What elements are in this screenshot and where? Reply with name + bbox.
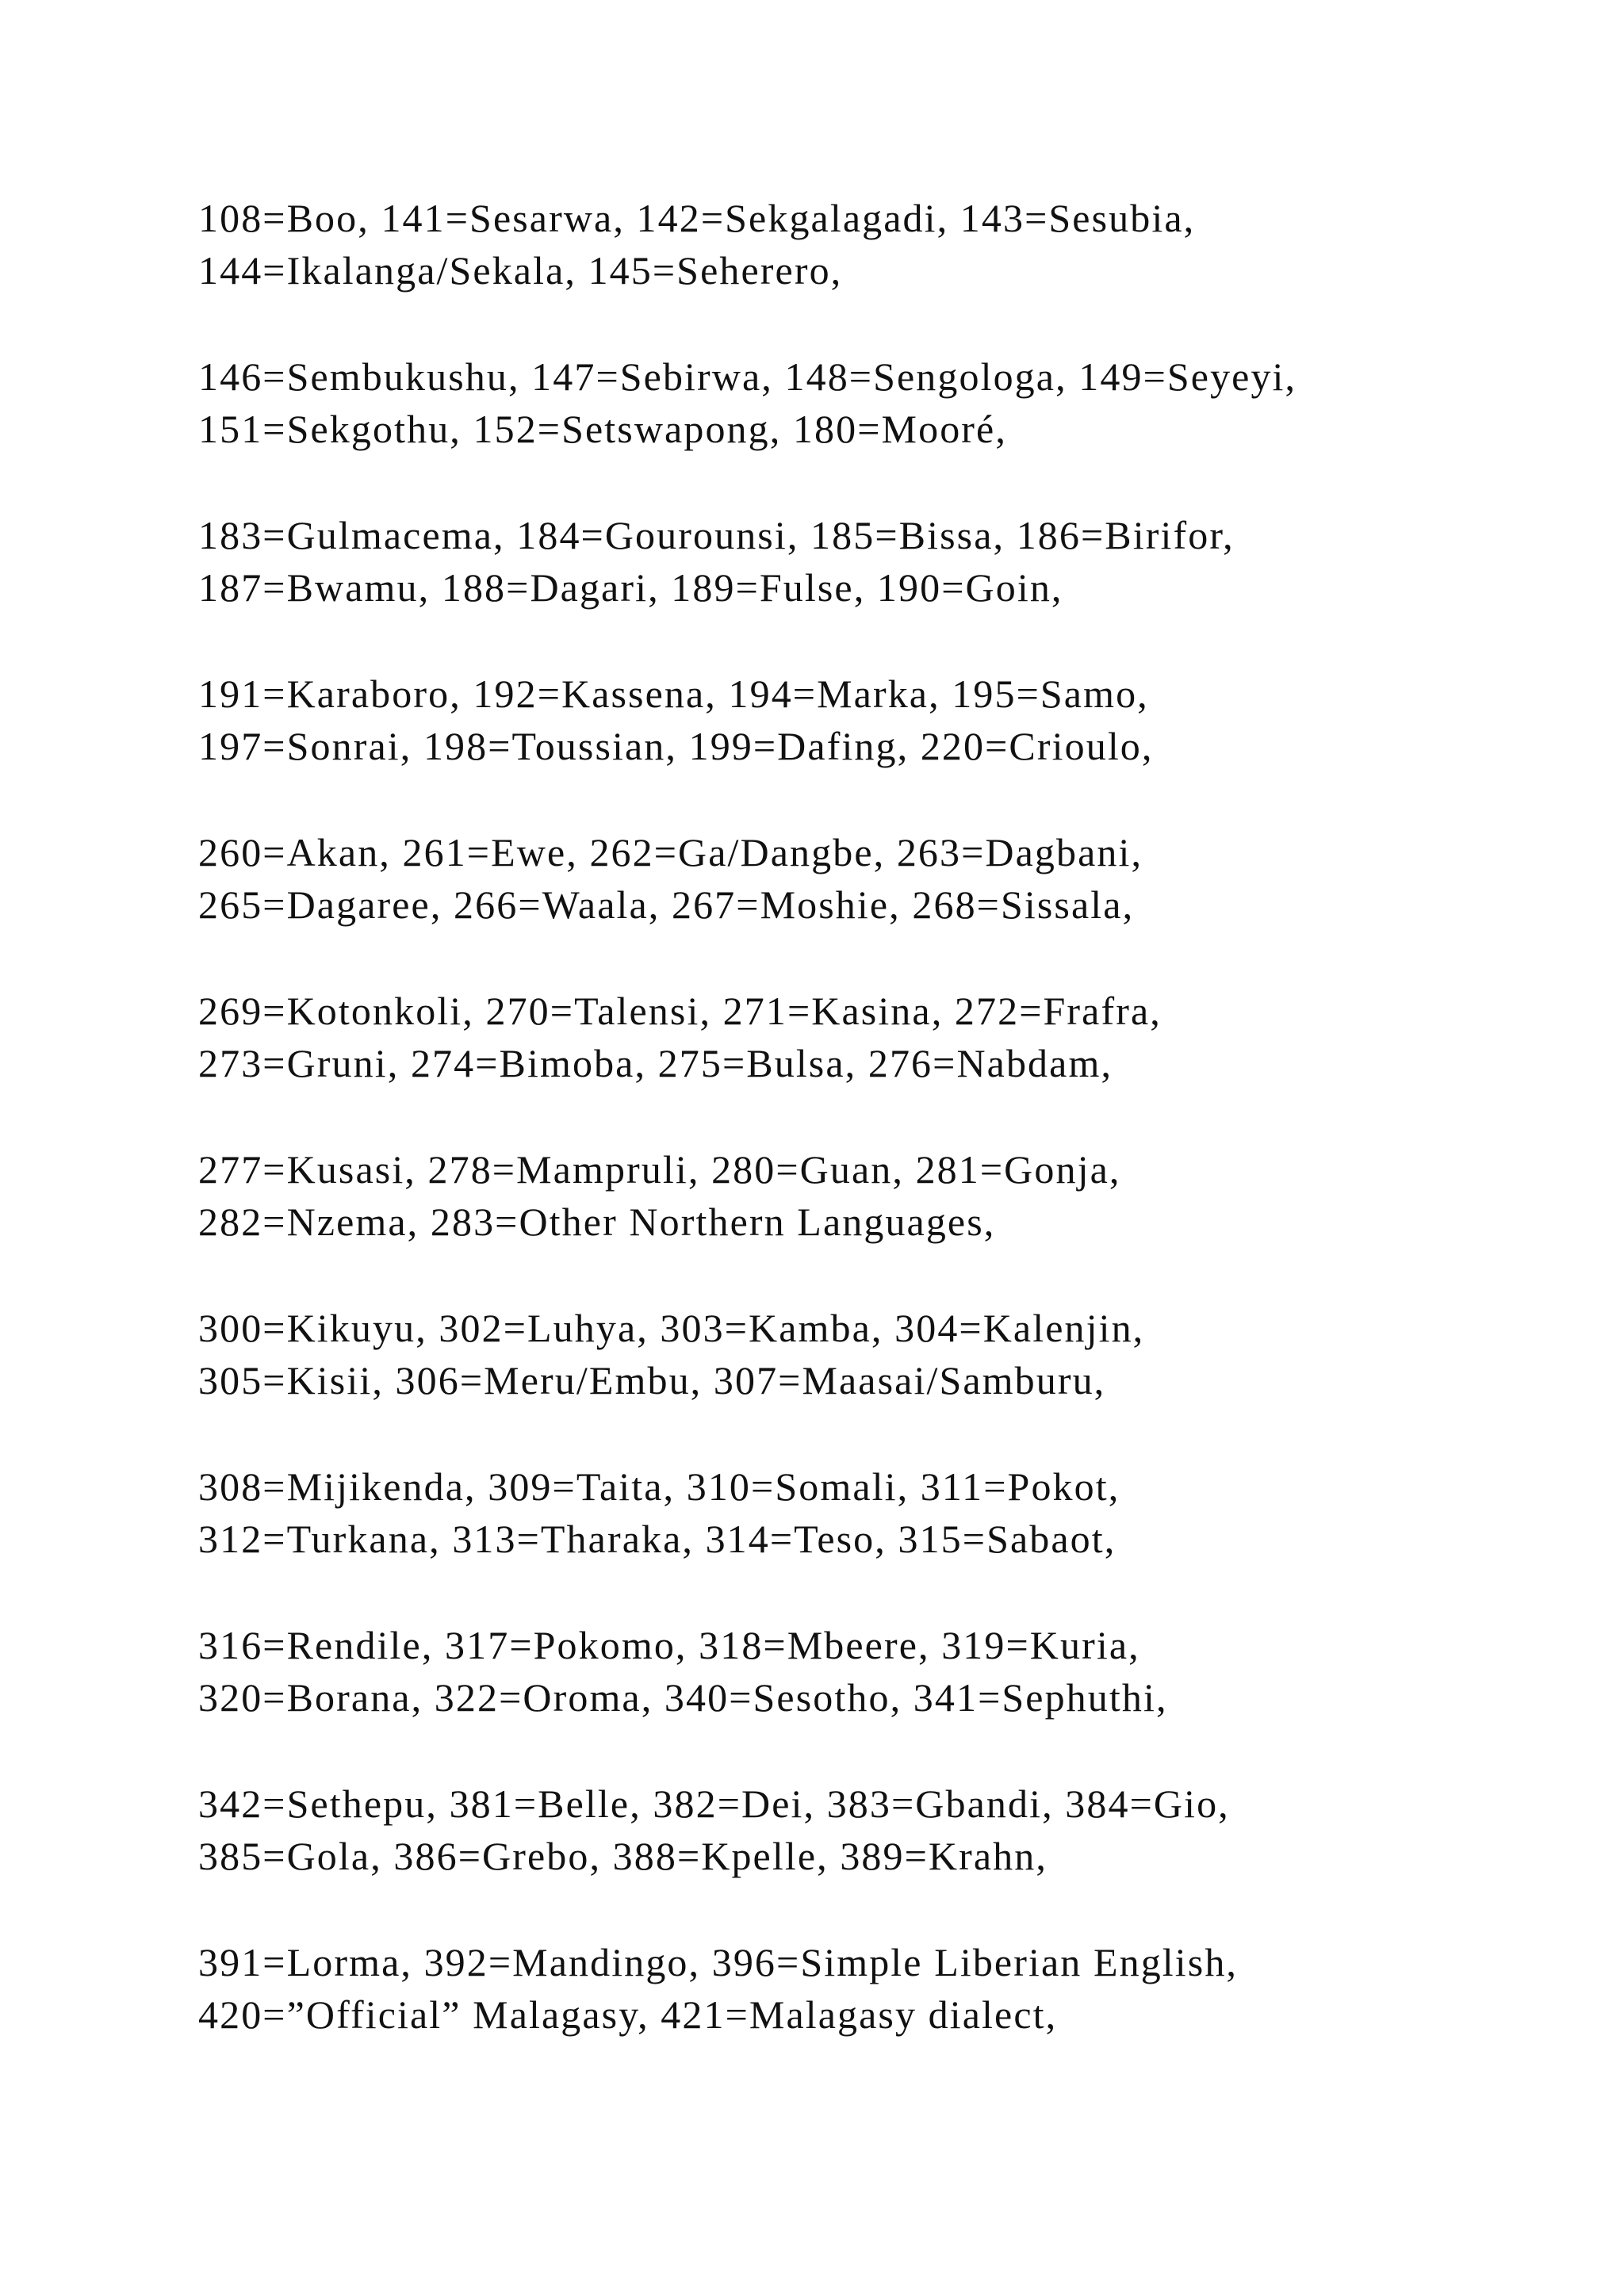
paragraph bbox=[198, 192, 1546, 297]
document-body bbox=[198, 192, 1546, 2095]
text-line: 151=Sekgothu, 152=Setswapong, 180=Mooré, bbox=[198, 407, 1007, 451]
text-line: 282=Nzema, 283=Other Northern Languages, bbox=[198, 1200, 996, 1244]
paragraph bbox=[198, 1936, 1546, 2041]
paragraph bbox=[198, 509, 1546, 614]
text-line: 191=Karaboro, 192=Kassena, 194=Marka, 195=Samo, bbox=[198, 672, 1149, 716]
paragraph bbox=[198, 350, 1546, 455]
paragraph bbox=[198, 826, 1546, 931]
paragraph bbox=[198, 1777, 1546, 1882]
text-line: 320=Borana, 322=Oroma, 340=Sesotho, 341=Sephuthi, bbox=[198, 1675, 1168, 1720]
text-line: 108=Boo, 141=Sesarwa, 142=Sekgalagadi, 143=Sesubia, bbox=[198, 196, 1196, 240]
paragraph bbox=[198, 985, 1546, 1089]
text-line: 183=Gulmacema, 184=Gourounsi, 185=Bissa, 186=Birifor, bbox=[198, 513, 1235, 557]
text-line: 342=Sethepu, 381=Belle, 382=Dei, 383=Gbandi, 384=Gio, bbox=[198, 1781, 1230, 1826]
text-line: 420=”Official” Malagasy, 421=Malagasy dialect, bbox=[198, 1992, 1058, 2037]
text-line: 385=Gola, 386=Grebo, 388=Kpelle, 389=Krahn, bbox=[198, 1834, 1048, 1878]
text-line: 265=Dagaree, 266=Waala, 267=Moshie, 268=Sissala, bbox=[198, 882, 1135, 927]
text-line: 391=Lorma, 392=Mandingo, 396=Simple Liberian English, bbox=[198, 1940, 1239, 1984]
text-line: 260=Akan, 261=Ewe, 262=Ga/Dangbe, 263=Dagbani, bbox=[198, 830, 1143, 874]
paragraph bbox=[198, 1619, 1546, 1724]
paragraph bbox=[198, 1143, 1546, 1248]
text-line: 144=Ikalanga/Sekala, 145=Seherero, bbox=[198, 248, 843, 293]
text-line: 146=Sembukushu, 147=Sebirwa, 148=Sengologa, 149=Seyeyi, bbox=[198, 354, 1297, 399]
text-line: 312=Turkana, 313=Tharaka, 314=Teso, 315=Sabaot, bbox=[198, 1517, 1116, 1561]
text-line: 187=Bwamu, 188=Dagari, 189=Fulse, 190=Goin, bbox=[198, 565, 1063, 610]
text-line: 300=Kikuyu, 302=Luhya, 303=Kamba, 304=Kalenjin, bbox=[198, 1306, 1145, 1350]
text-line: 305=Kisii, 306=Meru/Embu, 307=Maasai/Samburu, bbox=[198, 1358, 1106, 1402]
paragraph bbox=[198, 1460, 1546, 1565]
paragraph bbox=[198, 1302, 1546, 1406]
text-line: 273=Gruni, 274=Bimoba, 275=Bulsa, 276=Nabdam, bbox=[198, 1041, 1113, 1085]
text-line: 308=Mijikenda, 309=Taita, 310=Somali, 311=Pokot, bbox=[198, 1464, 1120, 1509]
text-line: 316=Rendile, 317=Pokomo, 318=Mbeere, 319=Kuria, bbox=[198, 1623, 1140, 1667]
text-line: 197=Sonrai, 198=Toussian, 199=Dafing, 220=Crioulo, bbox=[198, 724, 1154, 768]
text-line: 269=Kotonkoli, 270=Talensi, 271=Kasina, 272=Frafra, bbox=[198, 989, 1162, 1033]
text-line: 277=Kusasi, 278=Mampruli, 280=Guan, 281=Gonja, bbox=[198, 1147, 1121, 1192]
paragraph bbox=[198, 668, 1546, 772]
